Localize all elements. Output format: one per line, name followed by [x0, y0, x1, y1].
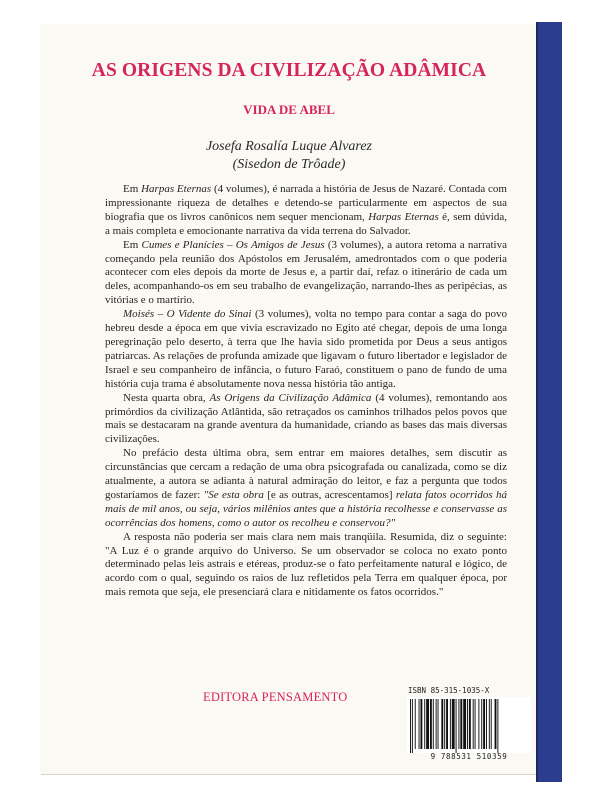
barcode-bars	[407, 697, 531, 753]
synopsis-text	[105, 183, 507, 600]
text-segment: é, sem dúvida, a mais completa e emocionante narrativa da vida terrena do Salvador.	[105, 210, 507, 237]
barcode-bar	[491, 699, 492, 749]
paragraph	[105, 531, 507, 601]
italic-text-segment: "Se esta obra	[203, 488, 264, 501]
barcode-bar	[495, 699, 497, 749]
barcode-bar	[438, 699, 439, 749]
italic-text-segment: relata fatos ocorridos há mais de mil anos, ou seja, vários milênios antes que a história recolhesse e conservasse as ocorrências dos homens, como o autor os recolheu e conservou?"	[105, 488, 507, 529]
italic-text-segment: Harpas Eternas	[141, 183, 212, 195]
author-pseudonym: (Sisedon de Trôade)	[232, 157, 346, 172]
text-segment: Em	[123, 183, 142, 195]
text-segment: (3 volumes), a autora retoma a narrativa começando pela reunião dos Apóstolos em Jerusalém, amedrontados com o que poderia acontecer com eles depois da morte de Jesus e, a partir daí, refaz o itinerário de cada um deles, acompanhando-os em seu trabalho de evangelização, narrando-lhes as peripécias, as vitórias e o martírio.	[105, 238, 507, 307]
barcode-bar	[415, 699, 416, 749]
publisher-name: EDITORA PENSAMENTO	[203, 690, 348, 704]
italic-text-segment: Cumes e Planícies – Os Amigos de Jesus	[141, 238, 325, 251]
author-name: Josefa Rosalía Luque Alvarez	[205, 139, 373, 154]
text-segment: [e as outras, acrescentamos]	[263, 488, 396, 501]
barcode-bar	[426, 699, 429, 749]
barcode-bar	[458, 699, 459, 749]
barcode-bar	[473, 699, 474, 749]
barcode-bar	[430, 699, 432, 749]
barcode-bar	[420, 699, 422, 749]
text-segment: (3 volumes), volta no tempo para contar a saga do povo hebreu desde a época em que vivia escravizado no Egito até chegar, depois de uma longa peregrinação pelo deserto, à terra que lhe havia sido prometida por Deus a seus antigos patriarcas. As relações de profunda amizade que ligavam o futuro libertador e legislador de Israel e seu companheiro de infância, o futuro Faraó, constituem o pano de fundo de uma história cuja trama é absolutamente nova nessa história tão antiga.	[105, 308, 508, 390]
barcode-bar	[410, 699, 411, 753]
author-block	[40, 138, 538, 174]
text-segment: Nesta quarta obra,	[123, 391, 210, 404]
barcode-bar	[419, 699, 420, 749]
text-segment: No prefácio desta última obra, sem entrar em maiores detalhes, sem discutir as circunstâncias que cercam a redação de uma obra psicografada ou canalizada, como se diz atualmente, a autora se adianta à natural admiração do leitor, e faz a pergunta que todos gostaríamos de fazer:	[105, 447, 507, 501]
barcode-bar	[444, 699, 445, 749]
paragraph	[105, 447, 507, 530]
barcode-bar	[497, 699, 498, 753]
barcode-bar	[463, 699, 466, 749]
barcode-bar	[460, 699, 462, 749]
italic-text-segment: Moisés – O Vidente do Sinai	[123, 308, 252, 321]
paragraph	[105, 308, 507, 391]
barcode-bar	[452, 699, 455, 749]
barcode-bar	[412, 699, 413, 753]
book-title: AS ORIGENS DA CIVILIZAÇÃO ADÂMICA	[91, 60, 487, 81]
barcode-bar	[436, 699, 437, 749]
barcode-bar	[456, 699, 457, 753]
barcode-bar	[489, 699, 490, 749]
barcode-bar	[483, 699, 485, 749]
paragraph	[105, 392, 507, 448]
barcode-bar	[450, 699, 451, 749]
book-subtitle: VIDA DE ABEL	[243, 102, 335, 117]
barcode-bar	[481, 699, 482, 749]
barcode-bar	[433, 699, 434, 749]
text-segment: Em	[123, 238, 142, 251]
paragraph	[105, 239, 507, 309]
barcode-bar	[478, 699, 479, 749]
text-segment: A resposta não poderia ser mais clara nem mais tranqüila. Resumida, diz o seguinte: "A Luz é o grande arquivo do Universo. Se um observador se coloca no exato ponto determinado pelas leis astrais e etéreas, produz-se o fato perfeitamente natural e lógico, de acordo com o qual, seguindo os raios de luz refletidos pela Terra em qualquer época, por mais remota que seja, ele presenciará clara e nitidamente os fatos ocorridos."	[105, 530, 507, 599]
isbn-label: ISBN 85-315-1035-X	[408, 686, 490, 695]
barcode-bar	[441, 699, 443, 749]
text-segment: (4 volumes), remontando aos primórdios da civilização Atlântida, são retraçados os caminhos trilhados pelos povos que mais se destacaram na grande aventura da humanidade, criando as bases das mais diversas civilizações.	[105, 391, 507, 446]
text-segment: (4 volumes), é narrada a história de Jesus de Nazaré. Contada com impressionante riqueza de detalhes e detendo-se particularmente em aspectos de sua biografia que os livros canônicos nem sequer mencionam,	[105, 183, 507, 223]
barcode-bar	[467, 699, 468, 749]
barcode	[407, 697, 531, 753]
paragraph	[105, 183, 507, 239]
barcode-number: 9 788531 510359	[430, 752, 508, 761]
barcode-bar	[469, 699, 471, 749]
barcode-bar	[475, 699, 476, 749]
book-spine	[538, 22, 562, 782]
italic-text-segment: Harpas Eternas	[368, 210, 439, 223]
italic-text-segment: As Origens da Civilização Adâmica	[209, 391, 372, 404]
barcode-bar	[424, 699, 425, 749]
barcode-bar	[446, 699, 448, 749]
barcode-bar	[486, 699, 487, 749]
